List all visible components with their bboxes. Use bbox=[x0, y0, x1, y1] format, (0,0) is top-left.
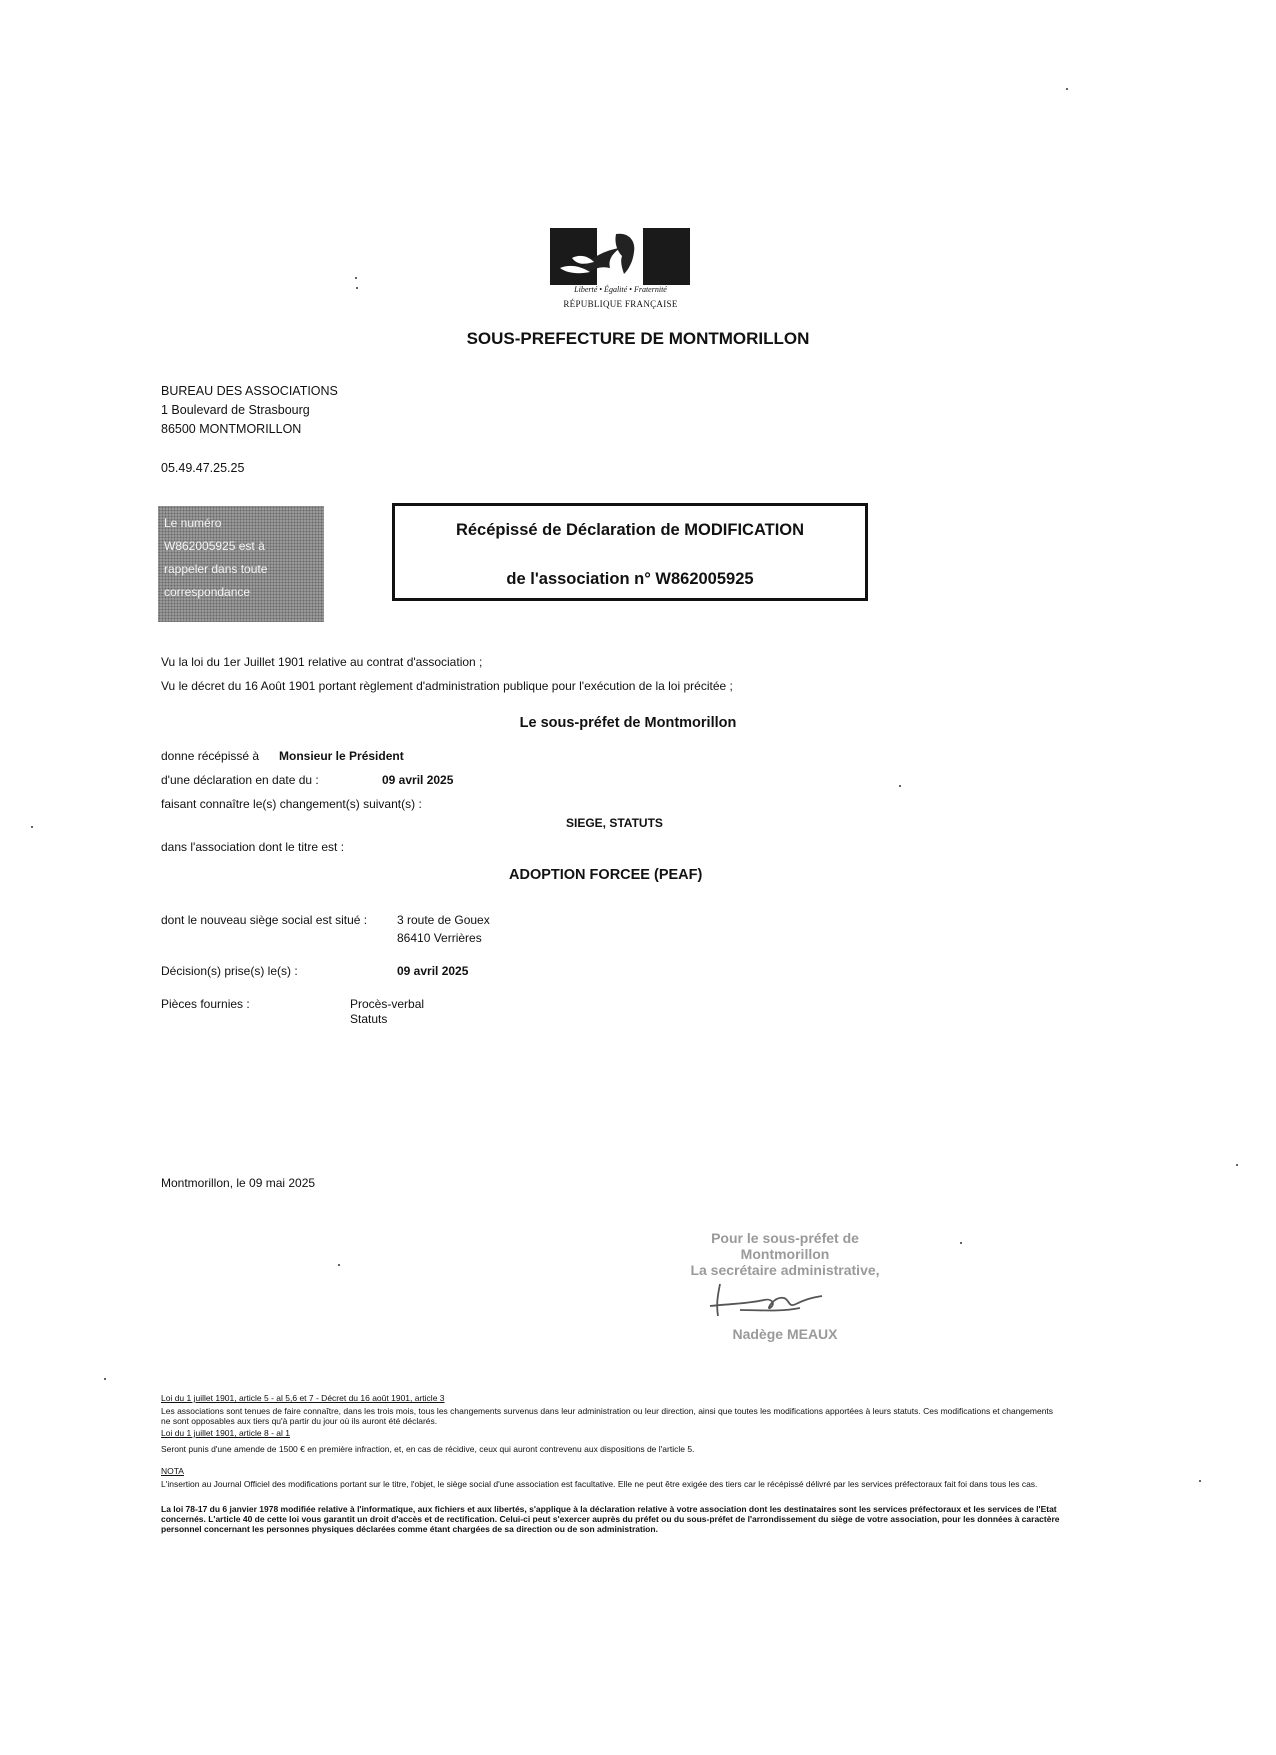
association-title: ADOPTION FORCEE (PEAF) bbox=[509, 867, 703, 883]
footer-nota-label: NOTA bbox=[161, 1466, 184, 1476]
document-item: Statuts bbox=[350, 1012, 388, 1026]
stamp-line: Le numéro bbox=[164, 516, 222, 530]
footer-reference-1: Loi du 1 juillet 1901, article 5 - al 5,6 et 7 - Décret du 16 août 1901, article 3 bbox=[161, 1393, 445, 1403]
changes-value: SIEGE, STATUTS bbox=[566, 816, 663, 830]
seat-address-line2: 86410 Verrières bbox=[397, 931, 482, 945]
office-name: BUREAU DES ASSOCIATIONS bbox=[161, 384, 338, 398]
stamp-line: rappeler dans toute bbox=[164, 562, 268, 576]
office-phone: 05.49.47.25.25 bbox=[161, 461, 245, 475]
handwritten-signature-icon bbox=[680, 1280, 860, 1332]
republic-motto: Liberté • Égalité • Fraternité bbox=[574, 285, 667, 294]
footer-text-2: Seront punis d'une amende de 1500 € en première infraction, et, en cas de récidive, ceux qui auront contrevenu aux dispositions de l'article 5. bbox=[161, 1444, 695, 1454]
footer-nota-text: L'insertion au Journal Officiel des modifications portant sur le titre, l'objet, le siège social d'une association est facultative. Elle ne peut être exigée des tiers car le récépissé délivré par les services préfectoraux fait foi dans tous les cas. bbox=[161, 1479, 1038, 1489]
title-label: dans l'association dont le titre est : bbox=[161, 840, 345, 854]
signature-line: Montmorillon bbox=[740, 1246, 830, 1262]
receipt-title-box bbox=[392, 503, 868, 601]
association-number: de l'association n° W862005925 bbox=[506, 570, 754, 588]
stamp-line: correspondance bbox=[164, 585, 251, 599]
reference-stamp bbox=[158, 506, 324, 622]
footer-reference-2: Loi du 1 juillet 1901, article 8 - al 1 bbox=[161, 1428, 290, 1438]
date-place: Montmorillon, le 09 mai 2025 bbox=[161, 1176, 316, 1190]
stamp-line: W862005925 est à bbox=[164, 539, 265, 553]
office-street: 1 Boulevard de Strasbourg bbox=[161, 403, 310, 417]
decree-reference: Vu le décret du 16 Août 1901 portant règlement d'administration publique pour l'exécution de la loi précitée ; bbox=[161, 679, 733, 693]
signatory-name: Nadège MEAUX bbox=[732, 1326, 838, 1342]
changes-label: faisant connaître le(s) changement(s) suivant(s) : bbox=[161, 797, 422, 811]
marianne-emblem-icon bbox=[550, 228, 690, 285]
law-reference: Vu la loi du 1er Juillet 1901 relative au contrat d'association ; bbox=[161, 655, 483, 669]
footer-cnil-text: La loi 78-17 du 6 janvier 1978 modifiée relative à l'informatique, aux fichiers et aux libertés, s'applique à la déclaration relative à votre association dont les destinataires sont les services préfectoraux et les services de l'Etat concernés. L'article 40 de cette loi vous garantit un droit d'accès et de rectification. Celui-ci peut s'exercer auprès du préfet ou du sous-préfet de l'arrondissement du siège de votre association, pour les données à caractère personnel concernant les personnes physiques déclarées comme étant chargées de sa direction ou de son administration. bbox=[161, 1504, 1060, 1534]
issuing-authority: Le sous-préfet de Montmorillon bbox=[519, 715, 737, 731]
recipient-value: Monsieur le Président bbox=[279, 749, 404, 763]
documents-label: Pièces fournies : bbox=[161, 997, 250, 1011]
signature-line: La secrétaire administrative, bbox=[690, 1262, 880, 1278]
document-item: Procès-verbal bbox=[350, 997, 425, 1011]
signature-line: Pour le sous-préfet de bbox=[711, 1230, 859, 1246]
declaration-date-value: 09 avril 2025 bbox=[382, 773, 454, 787]
marianne-logo bbox=[548, 228, 693, 315]
recipient-label: donne récépissé à bbox=[161, 749, 260, 763]
receipt-title: Récépissé de Déclaration de MODIFICATION bbox=[455, 521, 805, 539]
seat-label: dont le nouveau siège social est situé : bbox=[161, 913, 368, 927]
footer-text-1: Les associations sont tenues de faire connaître, dans les trois mois, tous les changements survenus dans leur administration ou leur direction, ainsi que toutes les modifications apportées à leurs statuts. Ces modifications et changements ne sont opposables aux tiers qu'à partir du jour où ils auront été déclarés. bbox=[161, 1406, 1054, 1426]
republic-name: RÉPUBLIQUE FRANÇAISE bbox=[563, 299, 678, 309]
signature-block bbox=[640, 1230, 930, 1350]
decision-date: 09 avril 2025 bbox=[397, 964, 469, 978]
seat-address-line1: 3 route de Gouex bbox=[397, 913, 490, 927]
declaration-date-label: d'une déclaration en date du : bbox=[161, 773, 319, 787]
decision-label: Décision(s) prise(s) le(s) : bbox=[161, 964, 298, 978]
office-city: 86500 MONTMORILLON bbox=[161, 422, 302, 436]
prefecture-title: SOUS-PREFECTURE DE MONTMORILLON bbox=[466, 329, 810, 348]
